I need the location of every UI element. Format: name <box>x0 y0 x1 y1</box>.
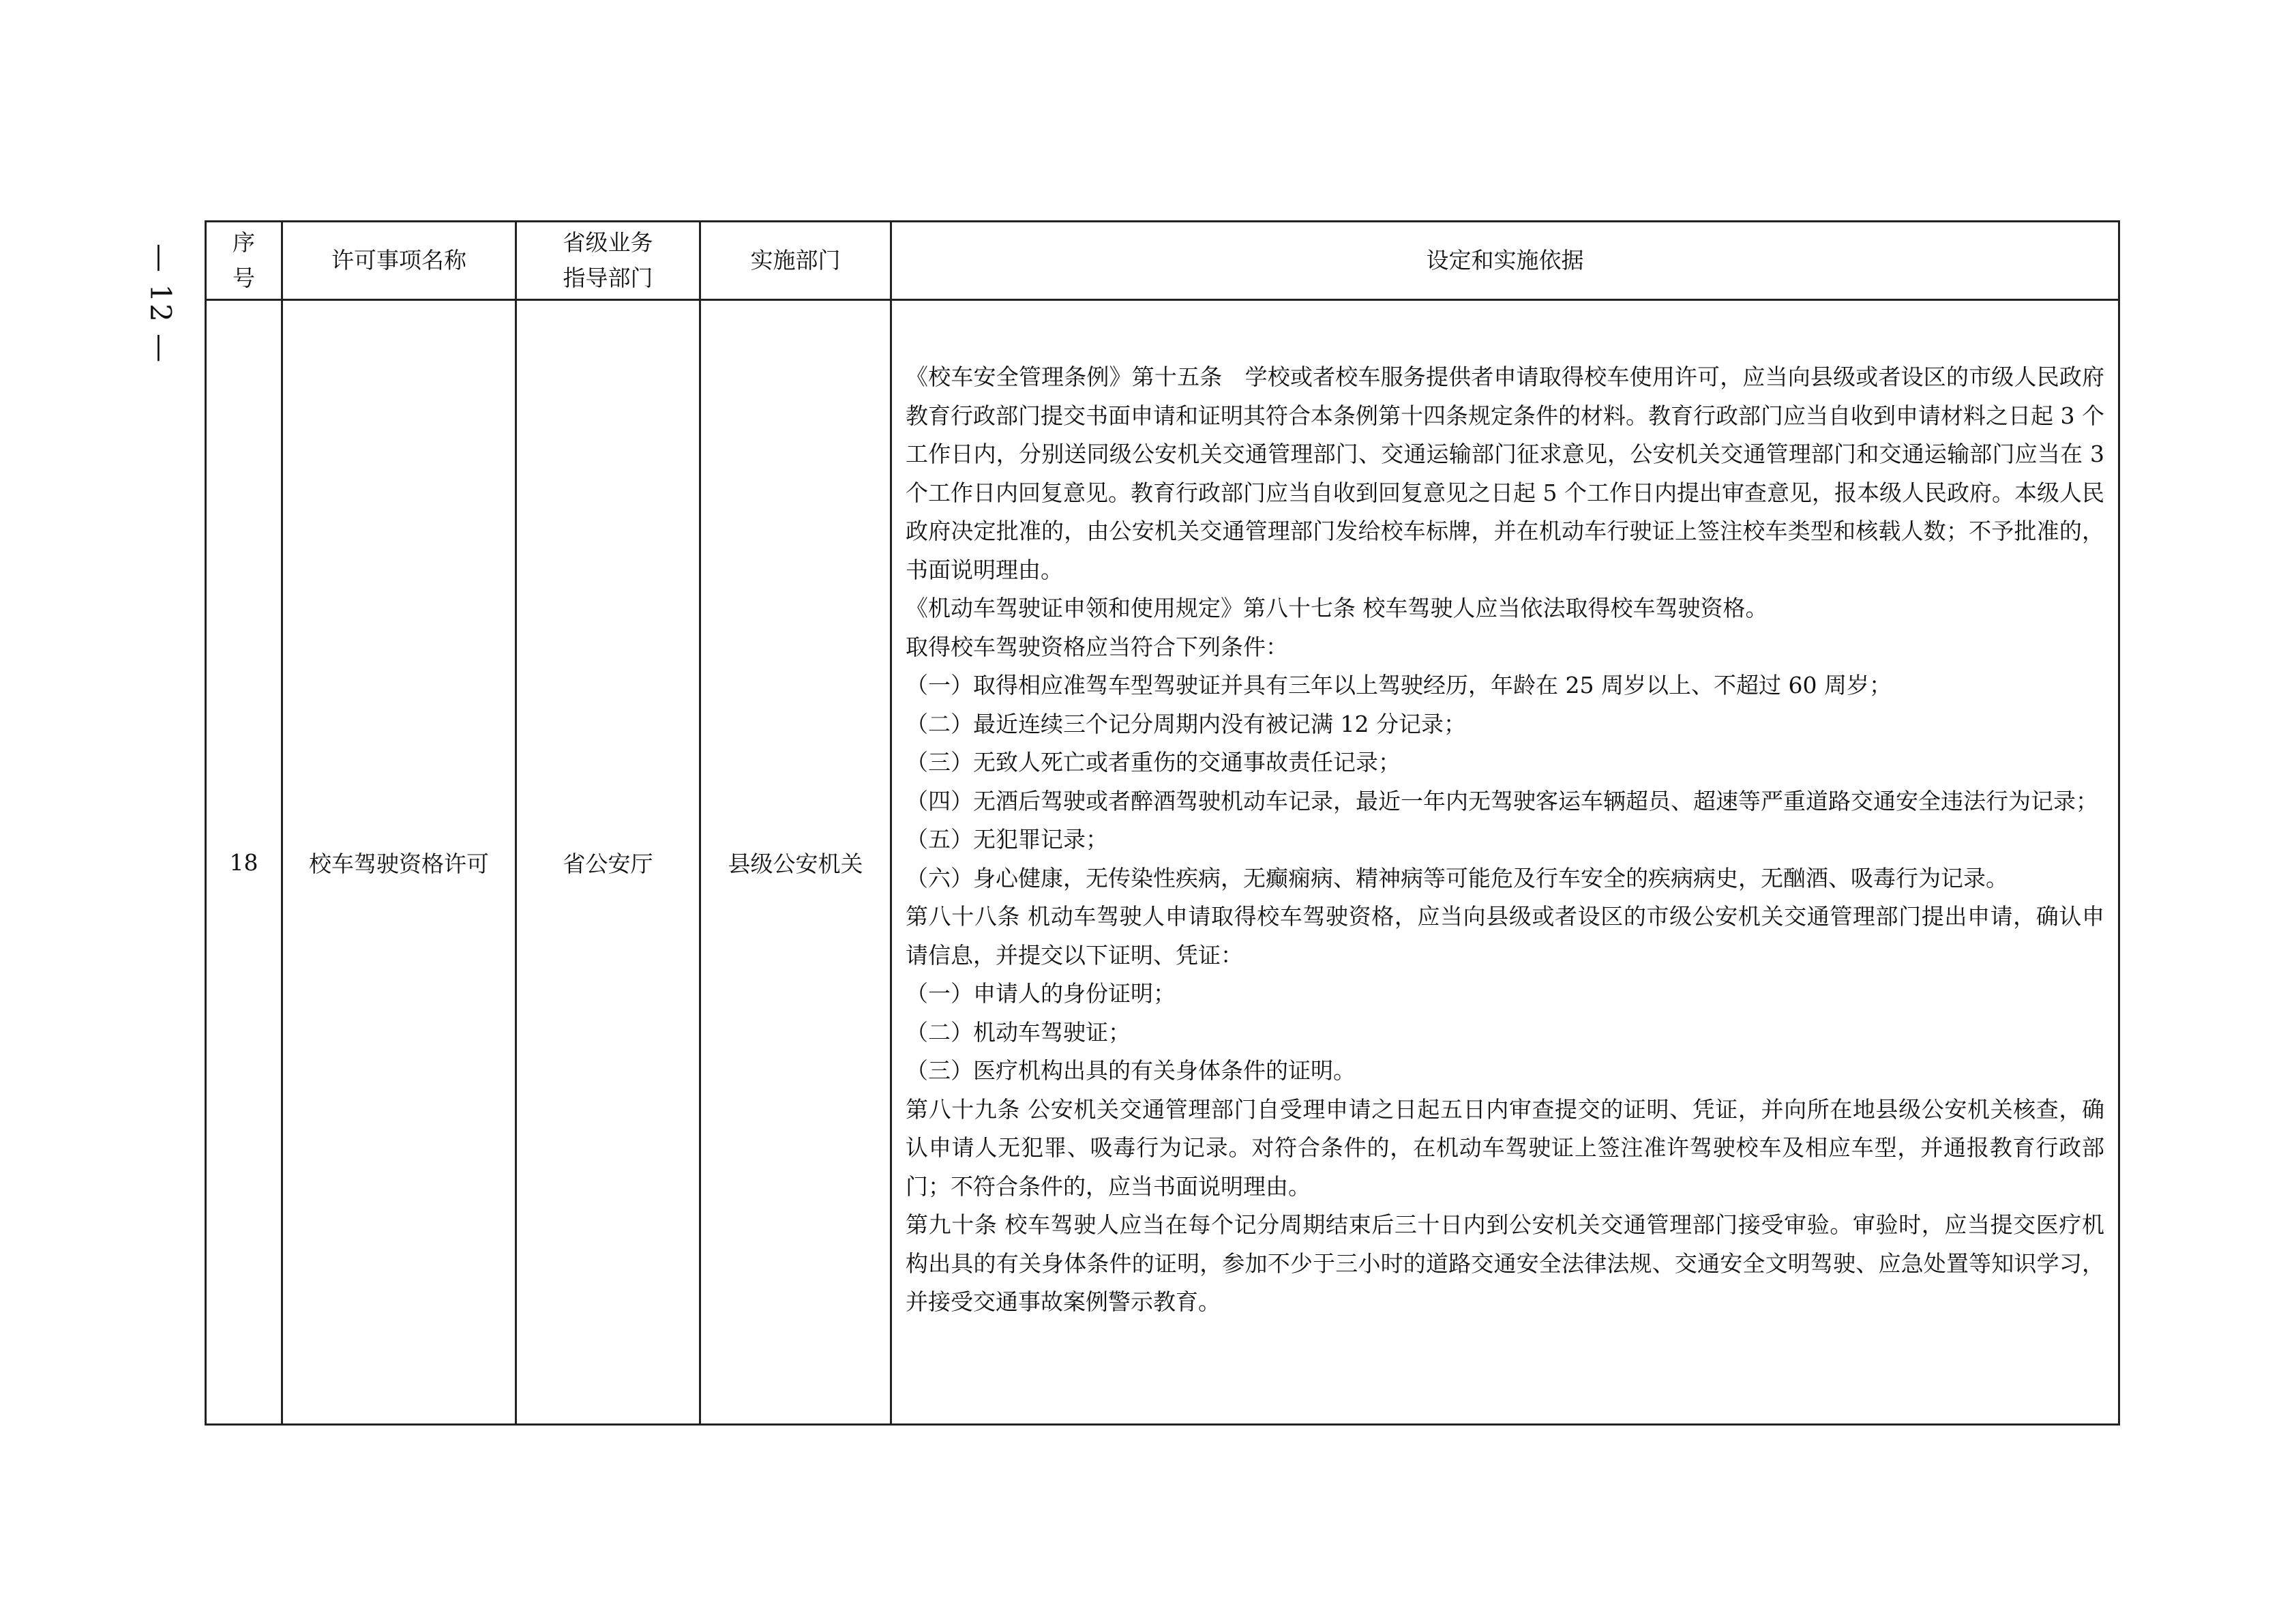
basis-paragraph: 取得校车驾驶资格应当符合下列条件： <box>906 633 1288 660</box>
basis-paragraph: （二）机动车驾驶证； <box>906 1018 1131 1046</box>
basis-paragraph: （六）身心健康，无传染性疾病，无癫痫病、精神病等可能危及行车安全的疾病病史，无酗酒、吸毒行为记录。 <box>906 864 2008 891</box>
basis-paragraph: 《机动车驾驶证申领和使用规定》第八十七条 校车驾驶人应当依法取得校车驾驶资格。 <box>906 595 1768 621</box>
basis-paragraph: （三）医疗机构出具的有关身体条件的证明。 <box>906 1057 1356 1084</box>
header-seq-line-1: 序 <box>233 229 255 256</box>
basis-paragraph: （三）无致人死亡或者重伤的交通事故责任记录； <box>906 749 1401 776</box>
row-basis <box>891 300 2119 1425</box>
row-implementing-dept: 县级公安机关 <box>700 300 891 1425</box>
header-guiding-dept <box>516 222 700 300</box>
page-number: — 12 — <box>144 243 177 364</box>
permit-table <box>205 220 2120 1426</box>
basis-paragraph: （一）取得相应准驾车型驾驶证并具有三年以上驾驶经历，年龄在 25 周岁以上、不超过 60 周岁； <box>906 672 1892 698</box>
table-header-row <box>206 222 2119 300</box>
basis-text <box>892 301 2118 1335</box>
basis-paragraph: 《校车安全管理条例》第十五条 学校或者校车服务提供者申请取得校车使用许可，应当向县级或者设区的市级人民政府教育行政部门提交书面申请和证明其符合本条例第十四条规定条件的材料。教育行政部门应当自收到申请材料之日起 3 个工作日内，分别送同级公安机关交通管理部门、交通运输部门征求意见，公安机关交通管理部门和交通运输部门应当在 3 个工作日内回复意见。教育行政部门应当自收到回复意见之日起 5 个工作日内提出审查意见，报本级人民政府。本级人民政府决定批准的，由公安机关交通管理部门发给校车标牌，并在机动车行驶证上签注校车类型和核载人数；不予批准的，书面说明理由。 <box>906 364 2104 583</box>
basis-paragraph: 第八十九条 公安机关交通管理部门自受理申请之日起五日内审查提交的证明、凭证，并向所在地县级公安机关核查，确认申请人无犯罪、吸毒行为记录。对符合条件的，在机动车驾驶证上签注准许驾驶校车及相应车型，并通报教育行政部门；不符合条件的，应当书面说明理由。 <box>906 1095 2104 1200</box>
header-guiding-dept-line-2: 指导部门 <box>563 265 653 291</box>
row-permit-name: 校车驾驶资格许可 <box>282 300 516 1425</box>
header-basis: 设定和实施依据 <box>891 222 2119 300</box>
header-seq-line-2: 号 <box>233 265 255 291</box>
basis-paragraph: （一）申请人的身份证明； <box>906 980 1176 1007</box>
basis-paragraph: （四）无酒后驾驶或者醉酒驾驶机动车记录，最近一年内无驾驶客运车辆超员、超速等严重道路交通安全违法行为记录； <box>906 787 2098 814</box>
header-implementing-dept: 实施部门 <box>700 222 891 300</box>
table-row <box>206 300 2119 1425</box>
basis-paragraph: 第八十八条 机动车驾驶人申请取得校车驾驶资格，应当向县级或者设区的市级公安机关交通管理部门提出申请，确认申请信息，并提交以下证明、凭证： <box>906 903 2104 969</box>
header-seq <box>206 222 282 300</box>
basis-paragraph: （二）最近连续三个记分周期内没有被记满 12 分记录； <box>906 710 1466 737</box>
basis-paragraph: （五）无犯罪记录； <box>906 826 1108 853</box>
row-seq: 18 <box>206 300 282 1425</box>
header-guiding-dept-line-1: 省级业务 <box>563 229 653 256</box>
basis-paragraph: 第九十条 校车驾驶人应当在每个记分周期结束后三十日内到公安机关交通管理部门接受审验。审验时，应当提交医疗机构出具的有关身体条件的证明，参加不少于三小时的道路交通安全法律法规、交通安全文明驾驶、应急处置等知识学习，并接受交通事故案例警示教育。 <box>906 1211 2104 1315</box>
row-guiding-dept: 省公安厅 <box>516 300 700 1425</box>
header-permit-name: 许可事项名称 <box>282 222 516 300</box>
